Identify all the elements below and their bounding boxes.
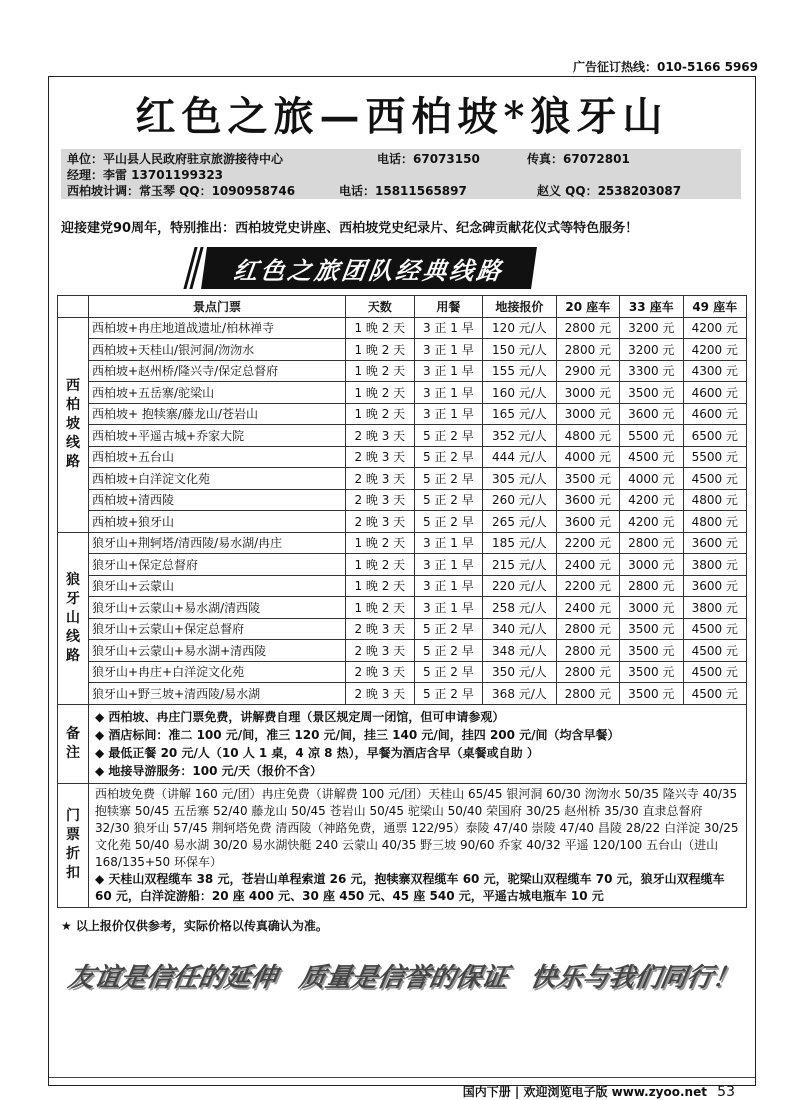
route-value-cell: 4500 元 [683,640,746,662]
route-value-cell: 3500 元 [620,382,683,404]
route-name-cell: 狼牙山+荆轲塔/清西陵/易水湖/冉庄 [89,532,346,554]
route-value-cell: 5 正 2 早 [414,425,483,447]
route-value-cell: 5 正 2 早 [414,468,483,490]
route-value-cell: 3500 元 [620,640,683,662]
notes-cell [89,704,747,783]
route-name-cell: 狼牙山+云蒙山+保定总督府 [89,618,346,640]
route-value-cell: 3500 元 [556,468,619,490]
route-value-cell: 3500 元 [620,683,683,705]
contact-manager: 经理：李雷 13701199323 [67,168,224,182]
route-value-cell: 3 正 1 早 [414,317,483,339]
slogan-1: 友谊是信任的延伸 [65,963,280,993]
route-value-cell: 3 正 1 早 [414,360,483,382]
route-value-cell: 4200 元 [620,489,683,511]
route-value-cell: 4500 元 [620,446,683,468]
table-row [58,446,747,468]
route-value-cell: 3 正 1 早 [414,597,483,619]
route-value-cell: 4000 元 [556,446,619,468]
route-value-cell: 2 晚 3 天 [346,489,415,511]
note-item: ◆ 西柏坡、冉庄门票免费，讲解费自理（景区规定周一闭馆，但可申请参观） [95,709,505,724]
table-row [58,468,747,490]
tickets-cable: ◆ 天桂山双程缆车 38 元，苍岩山单程索道 26 元，抱犊寨双程缆车 60 元，驼梁山双程缆车 70 元，狼牙山双程缆车 60 元，白洋淀游船：20 座 400 元、30 座 450 元、45 座 540 元，平遥古城电瓶车 10 元 [95,871,725,903]
route-value-cell: 3600 元 [683,575,746,597]
route-value-cell: 368 元/人 [483,683,556,705]
route-value-cell: 3 正 1 早 [414,575,483,597]
table-row [58,532,747,554]
note-item: ◆ 地接导游服务：100 元/天（报价不含） [95,763,323,778]
route-value-cell: 3800 元 [683,597,746,619]
route-value-cell: 4300 元 [683,360,746,382]
table-row [58,575,747,597]
route-value-cell: 2 晚 3 天 [346,425,415,447]
route-value-cell: 2800 元 [556,618,619,640]
route-value-cell: 2800 元 [556,661,619,683]
route-value-cell: 3 正 1 早 [414,382,483,404]
header-price: 地接报价 [483,296,556,318]
route-value-cell: 444 元/人 [483,446,556,468]
ad-hotline: 广告征订热线：010-5166 5969 [572,60,758,74]
section-notes [58,704,747,907]
route-value-cell: 5 正 2 早 [414,661,483,683]
table-row [58,683,747,705]
route-value-cell: 2 晚 3 天 [346,640,415,662]
ad-frame [48,76,756,1100]
route-value-cell: 4600 元 [683,382,746,404]
route-value-cell: 5500 元 [683,446,746,468]
routes-banner: 红色之旅团队经典线路 [201,247,537,289]
route-value-cell: 2900 元 [556,360,619,382]
route-name-cell: 西柏坡+平遥古城+乔家大院 [89,425,346,447]
route-value-cell: 2800 元 [556,683,619,705]
route-value-cell: 3000 元 [620,597,683,619]
route-value-cell: 3 正 1 早 [414,554,483,576]
route-value-cell: 3000 元 [620,554,683,576]
route-value-cell: 160 元/人 [483,382,556,404]
route-value-cell: 4500 元 [683,661,746,683]
route-value-cell: 3300 元 [620,360,683,382]
route-value-cell: 4600 元 [683,403,746,425]
route-value-cell: 3000 元 [556,403,619,425]
route-name-cell: 西柏坡+冉庄地道战遗址/柏林禅寺 [89,317,346,339]
route-value-cell: 150 元/人 [483,339,556,361]
note-item: ◆ 酒店标间：准二 100 元/间，准三 120 元/间，挂三 140 元/间，挂四 200 元/间（均含早餐） [95,727,620,742]
table-row [58,554,747,576]
contact-fax: 传真：67072801 [527,152,630,166]
route-name-cell: 狼牙山+野三坡+清西陵/易水湖 [89,683,346,705]
route-value-cell: 3500 元 [620,618,683,640]
route-value-cell: 2200 元 [556,575,619,597]
route-name-cell: 狼牙山+云蒙山+易水湖/清西陵 [89,597,346,619]
route-value-cell: 4800 元 [683,511,746,533]
table-header-row [58,296,747,318]
slogans [65,957,742,994]
route-value-cell: 1 晚 2 天 [346,532,415,554]
route-value-cell: 260 元/人 [483,489,556,511]
route-value-cell: 4500 元 [683,683,746,705]
table-row [58,640,747,662]
section-label: 狼牙山线路 [58,532,89,704]
route-value-cell: 3800 元 [683,554,746,576]
route-value-cell: 340 元/人 [483,618,556,640]
route-value-cell: 265 元/人 [483,511,556,533]
route-value-cell: 2800 元 [620,532,683,554]
route-value-cell: 2800 元 [620,575,683,597]
slogan-2: 质量是信誉的保证 [296,963,511,993]
route-value-cell: 2800 元 [556,640,619,662]
route-value-cell: 3 正 1 早 [414,532,483,554]
route-value-cell: 4200 元 [683,317,746,339]
route-value-cell: 1 晚 2 天 [346,360,415,382]
tickets-text: 西柏坡免费（讲解 160 元/团）冉庄免费（讲解费 100 元/团）天桂山 65/45 银河洞 60/30 沕沕水 50/35 隆兴寺 40/35 抱犊寨 50/45 五岳寨 52/40 藤龙山 50/45 苍岩山 50/45 驼梁山 50/40 荣国府 30/25 赵州桥 35/30 直隶总督府 32/30 狼牙山 57/45 荆轲塔免费 清西陵（神路免费，通票 122/95）泰陵 47/40 崇陵 47/40 昌陵 28/22 白洋淀 30/25 文化苑 50/40 易水湖 30/20 易水湖快艇 240 云蒙山 40/35 野三坡 90/60 乔家 40/32 平遥 120/100 五台山（进山 168/135+50 环保车） [95,786,739,869]
contact-phone: 电话：67073150 [377,152,480,166]
header-33: 33 座车 [620,296,683,318]
route-value-cell: 2 晚 3 天 [346,468,415,490]
route-value-cell: 5 正 2 早 [414,640,483,662]
route-name-cell: 西柏坡+ 抱犊寨/藤龙山/苍岩山 [89,403,346,425]
header-49: 49 座车 [683,296,746,318]
header-days: 天数 [346,296,415,318]
route-value-cell: 3600 元 [683,532,746,554]
header-meals: 用餐 [414,296,483,318]
route-name-cell: 西柏坡+清西陵 [89,489,346,511]
route-value-cell: 2800 元 [556,339,619,361]
route-value-cell: 1 晚 2 天 [346,339,415,361]
route-name-cell: 狼牙山+冉庄+白洋淀文化苑 [89,661,346,683]
route-name-cell: 西柏坡+赵州桥/隆兴寺/保定总督府 [89,360,346,382]
route-value-cell: 2800 元 [556,317,619,339]
route-value-cell: 2 晚 3 天 [346,511,415,533]
route-value-cell: 350 元/人 [483,661,556,683]
route-name-cell: 狼牙山+保定总督府 [89,554,346,576]
route-value-cell: 1 晚 2 天 [346,382,415,404]
section-label: 西柏坡线路 [58,317,89,532]
route-value-cell: 2 晚 3 天 [346,683,415,705]
route-value-cell: 3000 元 [556,382,619,404]
notes-row [58,704,747,783]
contact-planner: 西柏坡计调：常玉琴 QQ：1090958746 [67,184,296,198]
route-value-cell: 3600 元 [556,511,619,533]
route-name-cell: 西柏坡+天桂山/银河洞/沕沕水 [89,339,346,361]
route-value-cell: 4800 元 [556,425,619,447]
route-value-cell: 5 正 2 早 [414,489,483,511]
route-name-cell: 狼牙山+云蒙山+易水湖+清西陵 [89,640,346,662]
footer-divider [49,1077,755,1078]
route-value-cell: 258 元/人 [483,597,556,619]
tickets-label: 门票折扣 [58,783,89,907]
slogan-3: 快乐与我们同行！ [527,963,742,993]
table-row [58,661,747,683]
route-name-cell: 西柏坡+狼牙山 [89,511,346,533]
route-value-cell: 2400 元 [556,597,619,619]
route-value-cell: 3200 元 [620,339,683,361]
route-value-cell: 4800 元 [683,489,746,511]
page-title: 红色之旅—西柏坡*狼牙山 [135,93,669,140]
table-row [58,382,747,404]
tickets-row [58,783,747,907]
contact-unit: 单位：平山县人民政府驻京旅游接待中心 [67,152,284,166]
route-value-cell: 2 晚 3 天 [346,618,415,640]
route-value-cell: 4200 元 [683,339,746,361]
route-value-cell: 185 元/人 [483,532,556,554]
page-info-text: 国内下册 | 欢迎浏览电子版 www.zyoo.net [462,1085,707,1099]
route-value-cell: 1 晚 2 天 [346,554,415,576]
route-name-cell: 西柏坡+五台山 [89,446,346,468]
route-value-cell: 2400 元 [556,554,619,576]
note-item: ◆ 最低正餐 20 元/人（10 人 1 桌，4 凉 8 热），早餐为酒店含早（桌餐或自助 ） [95,745,539,760]
table-row [58,425,747,447]
header-20: 20 座车 [556,296,619,318]
route-value-cell: 165 元/人 [483,403,556,425]
route-value-cell: 1 晚 2 天 [346,317,415,339]
route-value-cell: 2200 元 [556,532,619,554]
routes-table [57,295,747,908]
contact-block [61,149,741,199]
table-row [58,597,747,619]
route-value-cell: 1 晚 2 天 [346,575,415,597]
contact-zhao: 赵义 QQ：2538203087 [537,184,682,198]
route-value-cell: 5 正 2 早 [414,683,483,705]
route-value-cell: 3500 元 [620,661,683,683]
route-value-cell: 6500 元 [683,425,746,447]
page-number: 53 [717,1084,735,1100]
route-value-cell: 1 晚 2 天 [346,403,415,425]
contact-planner-phone: 电话：15811565897 [339,184,467,198]
table-row [58,489,747,511]
page-info [463,1083,735,1100]
route-value-cell: 305 元/人 [483,468,556,490]
route-value-cell: 348 元/人 [483,640,556,662]
table-row [58,403,747,425]
route-value-cell: 5 正 2 早 [414,511,483,533]
notes-label: 备注 [58,704,89,783]
route-value-cell: 220 元/人 [483,575,556,597]
table-row [58,618,747,640]
route-value-cell: 3 正 1 早 [414,339,483,361]
route-value-cell: 155 元/人 [483,360,556,382]
route-value-cell: 352 元/人 [483,425,556,447]
route-value-cell: 215 元/人 [483,554,556,576]
table-row [58,339,747,361]
route-value-cell: 3600 元 [620,403,683,425]
route-value-cell: 4200 元 [620,511,683,533]
route-value-cell: 2 晚 3 天 [346,661,415,683]
header-blank [58,296,89,318]
route-value-cell: 2 晚 3 天 [346,446,415,468]
route-value-cell: 5 正 2 早 [414,618,483,640]
route-value-cell: 4500 元 [683,468,746,490]
table-row [58,317,747,339]
route-value-cell: 5 正 2 早 [414,446,483,468]
route-name-cell: 西柏坡+白洋淀文化苑 [89,468,346,490]
route-name-cell: 西柏坡+五岳寨/驼梁山 [89,382,346,404]
table-row [58,360,747,382]
route-value-cell: 3 正 1 早 [414,403,483,425]
route-name-cell: 狼牙山+云蒙山 [89,575,346,597]
route-value-cell: 5500 元 [620,425,683,447]
route-value-cell: 120 元/人 [483,317,556,339]
section-langyashan [58,532,747,704]
footnote: ★ 以上报价仅供参考，实际价格以传真确认为准。 [61,919,328,933]
route-value-cell: 4500 元 [683,618,746,640]
route-value-cell: 1 晚 2 天 [346,597,415,619]
section-xibaipo [58,317,747,532]
promo-text: 迎接建党90周年，特别推出：西柏坡党史讲座、西柏坡党史纪录片、纪念碑贡献花仪式等特色服务！ [61,221,639,236]
tickets-cell [89,783,747,907]
route-value-cell: 3600 元 [556,489,619,511]
route-value-cell: 4000 元 [620,468,683,490]
table-row [58,511,747,533]
header-spot: 景点门票 [89,296,346,318]
route-value-cell: 3200 元 [620,317,683,339]
